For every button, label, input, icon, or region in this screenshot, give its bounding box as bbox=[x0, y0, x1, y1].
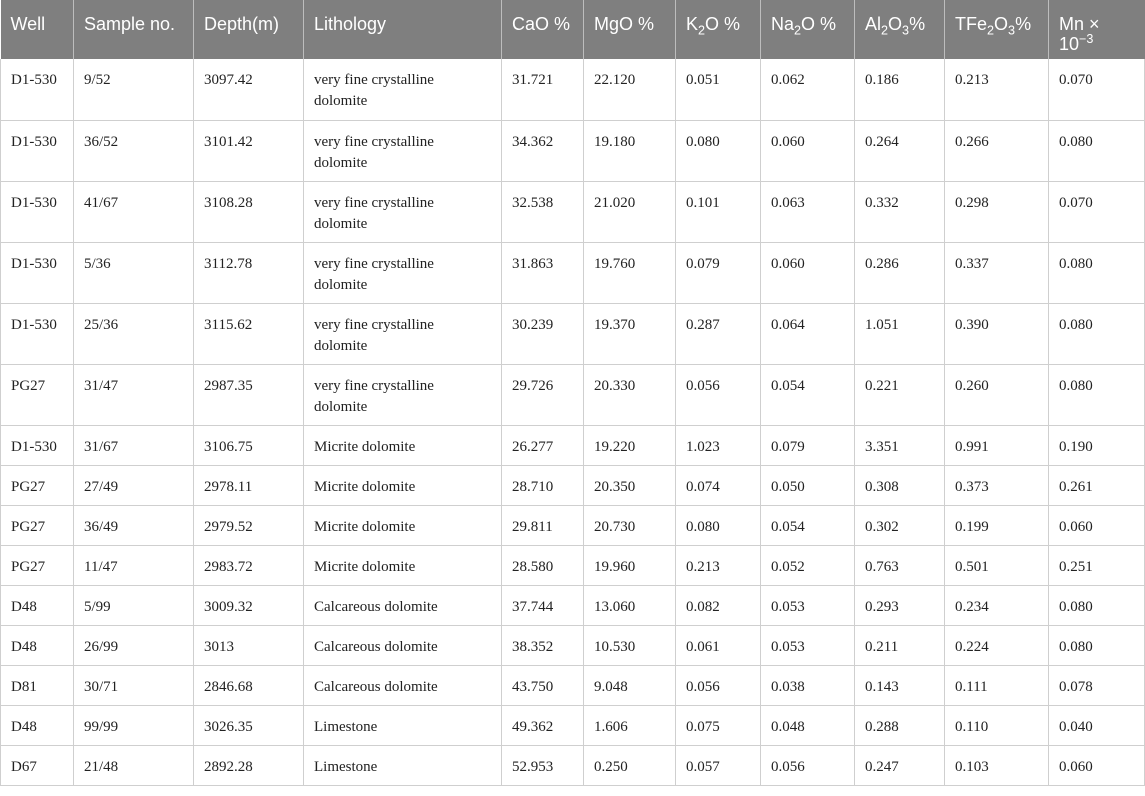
cell-tfe2o3: 0.991 bbox=[945, 425, 1049, 465]
cell-sample-no: 26/99 bbox=[74, 625, 194, 665]
cell-well: PG27 bbox=[1, 505, 74, 545]
cell-mgo: 19.960 bbox=[584, 545, 676, 585]
cell-mn: 0.040 bbox=[1049, 705, 1145, 745]
cell-sample-no: 36/49 bbox=[74, 505, 194, 545]
cell-mgo: 1.606 bbox=[584, 705, 676, 745]
cell-na2o: 0.038 bbox=[761, 665, 855, 705]
header-mgo: MgO % bbox=[584, 0, 676, 59]
cell-mgo: 19.180 bbox=[584, 120, 676, 181]
cell-cao: 32.538 bbox=[502, 181, 584, 242]
cell-mn: 0.080 bbox=[1049, 242, 1145, 303]
table-row bbox=[1, 242, 1145, 303]
cell-na2o: 0.062 bbox=[761, 59, 855, 120]
header-al2o3: $Al_2O_3\%$ bbox=[855, 0, 945, 59]
cell-al2o3: 0.308 bbox=[855, 465, 945, 505]
cell-well: PG27 bbox=[1, 465, 74, 505]
table-row bbox=[1, 665, 1145, 705]
cell-depth: 3101.42 bbox=[194, 120, 304, 181]
cell-well: D48 bbox=[1, 625, 74, 665]
cell-depth: 3013 bbox=[194, 625, 304, 665]
cell-depth: 2983.72 bbox=[194, 545, 304, 585]
cell-al2o3: 0.302 bbox=[855, 505, 945, 545]
cell-al2o3: 0.247 bbox=[855, 745, 945, 785]
cell-tfe2o3: 0.213 bbox=[945, 59, 1049, 120]
table-row bbox=[1, 181, 1145, 242]
cell-k2o: 0.101 bbox=[676, 181, 761, 242]
header-mn: $Mn \times 10^{-3}$ bbox=[1049, 0, 1145, 59]
cell-mn: 0.261 bbox=[1049, 465, 1145, 505]
cell-k2o: 0.079 bbox=[676, 242, 761, 303]
header-na2o: $Na_2O$ % bbox=[761, 0, 855, 59]
cell-sample-no: 27/49 bbox=[74, 465, 194, 505]
table-row bbox=[1, 625, 1145, 665]
cell-lithology: very fine crystalline dolomite bbox=[304, 181, 502, 242]
cell-al2o3: 0.143 bbox=[855, 665, 945, 705]
table-row bbox=[1, 745, 1145, 785]
cell-tfe2o3: 0.337 bbox=[945, 242, 1049, 303]
cell-mn: 0.080 bbox=[1049, 364, 1145, 425]
cell-k2o: 0.082 bbox=[676, 585, 761, 625]
cell-depth: 3097.42 bbox=[194, 59, 304, 120]
cell-lithology: Micrite dolomite bbox=[304, 505, 502, 545]
table-row bbox=[1, 505, 1145, 545]
cell-lithology: Micrite dolomite bbox=[304, 425, 502, 465]
cell-sample-no: 5/36 bbox=[74, 242, 194, 303]
cell-na2o: 0.060 bbox=[761, 120, 855, 181]
cell-lithology: Calcareous dolomite bbox=[304, 665, 502, 705]
cell-cao: 30.239 bbox=[502, 303, 584, 364]
cell-tfe2o3: 0.501 bbox=[945, 545, 1049, 585]
cell-na2o: 0.053 bbox=[761, 625, 855, 665]
cell-cao: 43.750 bbox=[502, 665, 584, 705]
cell-na2o: 0.052 bbox=[761, 545, 855, 585]
table-row bbox=[1, 364, 1145, 425]
cell-al2o3: 0.293 bbox=[855, 585, 945, 625]
cell-tfe2o3: 0.260 bbox=[945, 364, 1049, 425]
cell-depth: 2979.52 bbox=[194, 505, 304, 545]
cell-mn: 0.080 bbox=[1049, 585, 1145, 625]
cell-cao: 31.863 bbox=[502, 242, 584, 303]
cell-sample-no: 31/47 bbox=[74, 364, 194, 425]
cell-sample-no: 30/71 bbox=[74, 665, 194, 705]
cell-tfe2o3: 0.390 bbox=[945, 303, 1049, 364]
header-row bbox=[1, 0, 1145, 59]
cell-cao: 37.744 bbox=[502, 585, 584, 625]
cell-cao: 28.710 bbox=[502, 465, 584, 505]
cell-sample-no: 99/99 bbox=[74, 705, 194, 745]
cell-well: D48 bbox=[1, 705, 74, 745]
cell-tfe2o3: 0.298 bbox=[945, 181, 1049, 242]
cell-mn: 0.080 bbox=[1049, 625, 1145, 665]
cell-depth: 3108.28 bbox=[194, 181, 304, 242]
cell-well: D81 bbox=[1, 665, 74, 705]
cell-cao: 34.362 bbox=[502, 120, 584, 181]
cell-mgo: 19.220 bbox=[584, 425, 676, 465]
cell-mgo: 19.760 bbox=[584, 242, 676, 303]
cell-al2o3: 0.288 bbox=[855, 705, 945, 745]
cell-depth: 2846.68 bbox=[194, 665, 304, 705]
cell-mgo: 20.730 bbox=[584, 505, 676, 545]
table-row bbox=[1, 59, 1145, 120]
header-depth: Depth(m) bbox=[194, 0, 304, 59]
cell-k2o: 1.023 bbox=[676, 425, 761, 465]
table-row bbox=[1, 120, 1145, 181]
cell-cao: 26.277 bbox=[502, 425, 584, 465]
cell-lithology: Calcareous dolomite bbox=[304, 585, 502, 625]
cell-sample-no: 11/47 bbox=[74, 545, 194, 585]
cell-tfe2o3: 0.224 bbox=[945, 625, 1049, 665]
cell-lithology: Micrite dolomite bbox=[304, 465, 502, 505]
cell-mgo: 13.060 bbox=[584, 585, 676, 625]
cell-depth: 3026.35 bbox=[194, 705, 304, 745]
cell-well: D48 bbox=[1, 585, 74, 625]
cell-na2o: 0.048 bbox=[761, 705, 855, 745]
cell-al2o3: 0.221 bbox=[855, 364, 945, 425]
cell-k2o: 0.080 bbox=[676, 505, 761, 545]
cell-k2o: 0.061 bbox=[676, 625, 761, 665]
header-cao: CaO % bbox=[502, 0, 584, 59]
cell-k2o: 0.075 bbox=[676, 705, 761, 745]
cell-mgo: 0.250 bbox=[584, 745, 676, 785]
cell-well: D1-530 bbox=[1, 181, 74, 242]
cell-k2o: 0.057 bbox=[676, 745, 761, 785]
cell-al2o3: 0.211 bbox=[855, 625, 945, 665]
cell-mgo: 20.330 bbox=[584, 364, 676, 425]
cell-mn: 0.060 bbox=[1049, 745, 1145, 785]
cell-mgo: 9.048 bbox=[584, 665, 676, 705]
header-lithology: Lithology bbox=[304, 0, 502, 59]
cell-well: D1-530 bbox=[1, 120, 74, 181]
cell-na2o: 0.054 bbox=[761, 364, 855, 425]
cell-tfe2o3: 0.234 bbox=[945, 585, 1049, 625]
cell-al2o3: 0.763 bbox=[855, 545, 945, 585]
cell-na2o: 0.054 bbox=[761, 505, 855, 545]
header-sample-no: Sample no. bbox=[74, 0, 194, 59]
cell-cao: 29.726 bbox=[502, 364, 584, 425]
cell-sample-no: 21/48 bbox=[74, 745, 194, 785]
cell-k2o: 0.074 bbox=[676, 465, 761, 505]
table-row bbox=[1, 705, 1145, 745]
table-row bbox=[1, 303, 1145, 364]
table-row bbox=[1, 545, 1145, 585]
cell-na2o: 0.064 bbox=[761, 303, 855, 364]
cell-lithology: very fine crystalline dolomite bbox=[304, 59, 502, 120]
cell-depth: 2892.28 bbox=[194, 745, 304, 785]
cell-mgo: 21.020 bbox=[584, 181, 676, 242]
cell-well: D1-530 bbox=[1, 303, 74, 364]
cell-lithology: very fine crystalline dolomite bbox=[304, 120, 502, 181]
cell-na2o: 0.063 bbox=[761, 181, 855, 242]
cell-mn: 0.078 bbox=[1049, 665, 1145, 705]
table-body bbox=[1, 59, 1145, 785]
cell-al2o3: 1.051 bbox=[855, 303, 945, 364]
cell-sample-no: 5/99 bbox=[74, 585, 194, 625]
cell-tfe2o3: 0.110 bbox=[945, 705, 1049, 745]
cell-depth: 3115.62 bbox=[194, 303, 304, 364]
cell-well: PG27 bbox=[1, 364, 74, 425]
cell-lithology: very fine crystalline dolomite bbox=[304, 303, 502, 364]
cell-mn: 0.070 bbox=[1049, 181, 1145, 242]
cell-k2o: 0.051 bbox=[676, 59, 761, 120]
cell-al2o3: 0.186 bbox=[855, 59, 945, 120]
cell-well: D1-530 bbox=[1, 425, 74, 465]
cell-k2o: 0.080 bbox=[676, 120, 761, 181]
header-well: Well bbox=[1, 0, 74, 59]
cell-well: D1-530 bbox=[1, 242, 74, 303]
table-row bbox=[1, 425, 1145, 465]
cell-well: PG27 bbox=[1, 545, 74, 585]
cell-tfe2o3: 0.111 bbox=[945, 665, 1049, 705]
cell-lithology: Micrite dolomite bbox=[304, 545, 502, 585]
cell-mn: 0.080 bbox=[1049, 303, 1145, 364]
cell-cao: 52.953 bbox=[502, 745, 584, 785]
cell-k2o: 0.056 bbox=[676, 364, 761, 425]
cell-mn: 0.070 bbox=[1049, 59, 1145, 120]
cell-mn: 0.080 bbox=[1049, 120, 1145, 181]
cell-lithology: Calcareous dolomite bbox=[304, 625, 502, 665]
cell-mgo: 19.370 bbox=[584, 303, 676, 364]
header-k2o: $K_2O$ % bbox=[676, 0, 761, 59]
cell-depth: 3106.75 bbox=[194, 425, 304, 465]
cell-mn: 0.190 bbox=[1049, 425, 1145, 465]
cell-na2o: 0.053 bbox=[761, 585, 855, 625]
cell-cao: 38.352 bbox=[502, 625, 584, 665]
cell-depth: 2978.11 bbox=[194, 465, 304, 505]
cell-al2o3: 0.332 bbox=[855, 181, 945, 242]
cell-k2o: 0.213 bbox=[676, 545, 761, 585]
cell-al2o3: 3.351 bbox=[855, 425, 945, 465]
table-header bbox=[1, 0, 1145, 59]
cell-lithology: very fine crystalline dolomite bbox=[304, 364, 502, 425]
cell-na2o: 0.050 bbox=[761, 465, 855, 505]
cell-lithology: Limestone bbox=[304, 745, 502, 785]
table-row bbox=[1, 585, 1145, 625]
cell-al2o3: 0.264 bbox=[855, 120, 945, 181]
cell-sample-no: 41/67 bbox=[74, 181, 194, 242]
cell-lithology: Limestone bbox=[304, 705, 502, 745]
cell-sample-no: 9/52 bbox=[74, 59, 194, 120]
cell-mgo: 10.530 bbox=[584, 625, 676, 665]
cell-mgo: 22.120 bbox=[584, 59, 676, 120]
cell-na2o: 0.060 bbox=[761, 242, 855, 303]
cell-depth: 3009.32 bbox=[194, 585, 304, 625]
cell-sample-no: 31/67 bbox=[74, 425, 194, 465]
cell-tfe2o3: 0.103 bbox=[945, 745, 1049, 785]
cell-mn: 0.251 bbox=[1049, 545, 1145, 585]
cell-tfe2o3: 0.266 bbox=[945, 120, 1049, 181]
cell-k2o: 0.056 bbox=[676, 665, 761, 705]
cell-sample-no: 36/52 bbox=[74, 120, 194, 181]
cell-well: D67 bbox=[1, 745, 74, 785]
cell-cao: 49.362 bbox=[502, 705, 584, 745]
header-tfe2o3: $TFe_2O_3\%$ bbox=[945, 0, 1049, 59]
cell-cao: 29.811 bbox=[502, 505, 584, 545]
cell-cao: 28.580 bbox=[502, 545, 584, 585]
cell-al2o3: 0.286 bbox=[855, 242, 945, 303]
cell-mn: 0.060 bbox=[1049, 505, 1145, 545]
cell-sample-no: 25/36 bbox=[74, 303, 194, 364]
cell-k2o: 0.287 bbox=[676, 303, 761, 364]
table-row bbox=[1, 465, 1145, 505]
cell-cao: 31.721 bbox=[502, 59, 584, 120]
cell-tfe2o3: 0.373 bbox=[945, 465, 1049, 505]
cell-mgo: 20.350 bbox=[584, 465, 676, 505]
cell-na2o: 0.079 bbox=[761, 425, 855, 465]
cell-tfe2o3: 0.199 bbox=[945, 505, 1049, 545]
cell-depth: 2987.35 bbox=[194, 364, 304, 425]
cell-na2o: 0.056 bbox=[761, 745, 855, 785]
cell-well: D1-530 bbox=[1, 59, 74, 120]
cell-depth: 3112.78 bbox=[194, 242, 304, 303]
cell-lithology: very fine crystalline dolomite bbox=[304, 242, 502, 303]
